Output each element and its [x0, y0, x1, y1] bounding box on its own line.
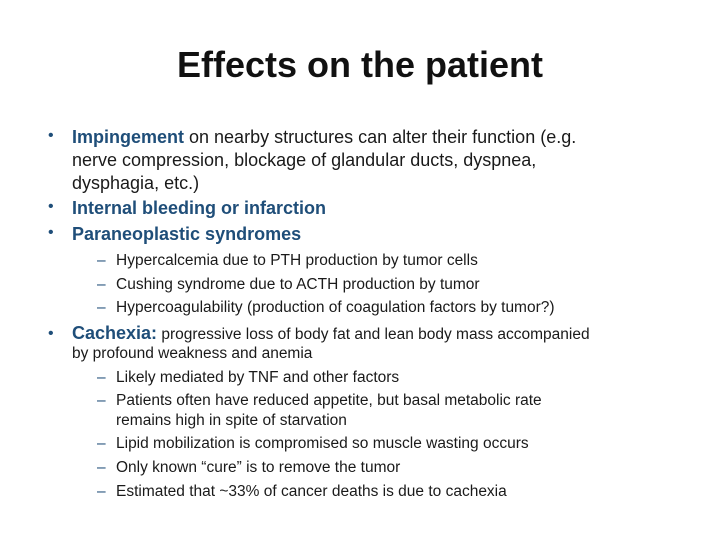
sub-bullet-marker: – [97, 459, 106, 476]
bullet-continuation: nerve compression, blockage of glandular ducts, dyspnea, [72, 150, 537, 170]
bullet-marker: • [48, 224, 54, 241]
sub-bullet-text: Patients often have reduced appetite, but basal metabolic rate [116, 392, 542, 409]
sub-bullet-text: Cushing syndrome due to ACTH production by tumor [116, 276, 480, 293]
slide-title: Effects on the patient [176, 44, 544, 85]
bullet-impingement [72, 126, 576, 148]
bullet-continuation: dysphagia, etc.) [72, 173, 200, 193]
sub-bullet-text: Hypercoagulability (production of coagulation factors by tumor?) [116, 299, 555, 316]
sub-bullet-marker: – [97, 252, 106, 269]
sub-bullet-marker: – [97, 435, 106, 452]
sub-bullet-text: Likely mediated by TNF and other factors [116, 369, 400, 386]
sub-bullet-marker: – [97, 483, 106, 500]
bullet-marker: • [48, 198, 54, 215]
bullet-internal-bleeding: Internal bleeding or infarction [72, 198, 327, 218]
bullet-continuation: by profound weakness and anemia [72, 345, 313, 362]
sub-bullet-marker: – [97, 369, 106, 386]
bullet-marker: • [48, 127, 54, 144]
sub-bullet-marker: – [97, 276, 106, 293]
sub-bullet-text: Estimated that ~33% of cancer deaths is due to cachexia [116, 483, 507, 500]
bullet-paraneoplastic: Paraneoplastic syndromes [72, 224, 302, 244]
bullet-highlight: Impingement [72, 127, 185, 147]
sub-bullet-marker: – [97, 299, 106, 316]
bullet-marker: • [48, 325, 54, 342]
sub-bullet-text: Hypercalcemia due to PTH production by tumor cells [116, 252, 478, 269]
bullet-text: progressive loss of body fat and lean body mass accompanied [157, 326, 590, 343]
bullet-highlight: Cachexia: [72, 323, 158, 343]
sub-bullet-text: Lipid mobilization is compromised so muscle wasting occurs [116, 435, 529, 452]
sub-bullet-text: Only known “cure” is to remove the tumor [116, 459, 401, 476]
sub-bullet-continuation: remains high in spite of starvation [116, 412, 347, 429]
sub-bullet-marker: – [97, 392, 106, 409]
bullet-text: on nearby structures can alter their function (e.g. [184, 127, 577, 147]
